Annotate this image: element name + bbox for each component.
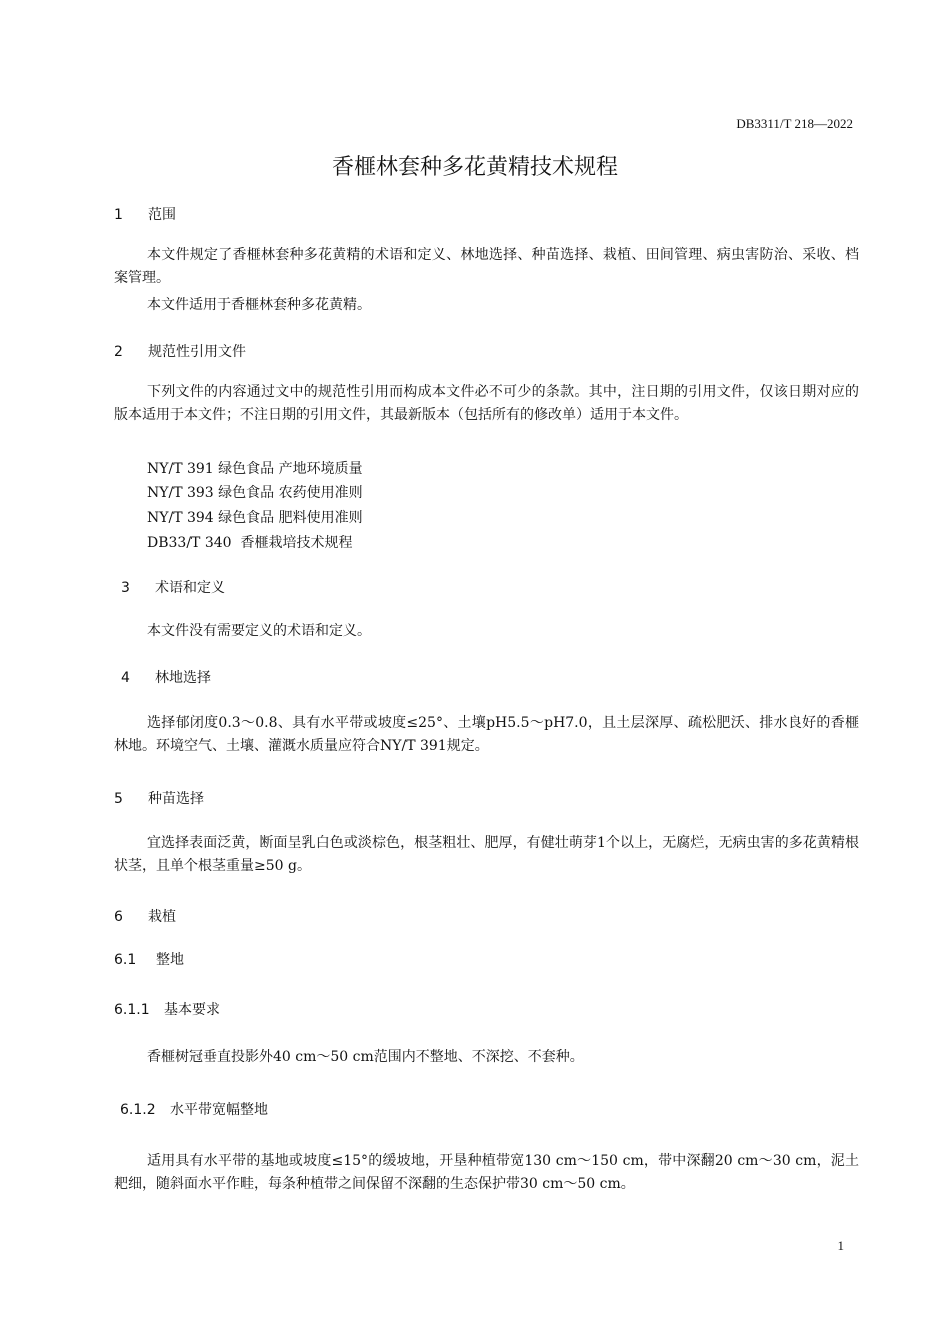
section-3-heading (121, 577, 225, 597)
paragraph: 香榧树冠垂直投影外40 cm～50 cm范围内不整地、不深挖、不套种。 (147, 1049, 584, 1065)
paragraph: 本文件没有需要定义的术语和定义。 (147, 623, 371, 639)
section-title: 栽植 (148, 909, 176, 925)
section-number: 1 (114, 207, 123, 223)
standard-code: DB3311/T 218—2022 (736, 116, 853, 131)
document-title: 香榧林套种多花黄精技术规程 (331, 155, 618, 180)
paragraph: 本文件适用于香榧林套种多花黄精。 (147, 297, 371, 313)
section-title: 基本要求 (164, 1002, 220, 1018)
reference-item: DB33/T 340 香榧栽培技术规程 (147, 535, 353, 551)
section-2-heading (114, 341, 246, 361)
paragraph: 宜选择表面泛黄，断面呈乳白色或淡棕色，根茎粗壮、肥厚，有健壮萌芽1个以上，无腐烂，无病虫害的多花黄精根状茎，且单个根茎重量≥50 g。 (114, 835, 859, 874)
reference-item: NY/T 393 绿色食品 农药使用准则 (147, 485, 363, 501)
section-title: 整地 (156, 952, 184, 968)
section-title: 水平带宽幅整地 (170, 1102, 268, 1118)
paragraph: 下列文件的内容通过文中的规范性引用而构成本文件必不可少的条款。其中，注日期的引用文件，仅该日期对应的版本适用于本文件；不注日期的引用文件，其最新版本（包括所有的修改单）适用于本文件。 (114, 384, 859, 423)
subsection-6-1-1-heading (114, 999, 220, 1019)
section-4-heading (121, 667, 211, 687)
subsection-6-1-2-heading (120, 1099, 268, 1119)
section-title: 范围 (148, 207, 176, 223)
reference-item: NY/T 391 绿色食品 产地环境质量 (147, 461, 363, 477)
paragraph: 适用具有水平带的基地或坡度≤15°的缓坡地，开垦种植带宽130 cm～150 cm，带中深翻20 cm～30 cm，泥土耙细，随斜面水平作畦，每条种植带之间保留不深翻的生态保护带30 cm～50 cm。 (114, 1153, 859, 1192)
section-number: 6.1.1 (114, 1002, 150, 1018)
section-6-heading (114, 906, 176, 926)
subsection-6-1-heading (114, 949, 184, 969)
section-number: 6.1 (114, 952, 137, 968)
reference-item: NY/T 394 绿色食品 肥料使用准则 (147, 510, 363, 526)
section-number: 6.1.2 (120, 1102, 156, 1118)
section-5-heading (114, 788, 204, 808)
section-number: 6 (114, 909, 123, 925)
section-1-heading (114, 204, 176, 224)
section-title: 术语和定义 (155, 580, 225, 596)
section-number: 4 (121, 670, 130, 686)
paragraph: 本文件规定了香榧林套种多花黄精的术语和定义、林地选择、种苗选择、栽植、田间管理、病虫害防治、采收、档案管理。 (114, 247, 859, 286)
section-number: 3 (121, 580, 130, 596)
section-number: 5 (114, 791, 123, 807)
section-title: 规范性引用文件 (148, 344, 246, 360)
paragraph: 选择郁闭度0.3～0.8、具有水平带或坡度≤25°、土壤pH5.5～pH7.0，且土层深厚、疏松肥沃、排水良好的香榧林地。环境空气、土壤、灌溉水质量应符合NY/T 391规定。 (114, 715, 859, 754)
section-number: 2 (114, 344, 123, 360)
section-title: 林地选择 (155, 670, 211, 686)
page-number: 1 (837, 1238, 844, 1253)
section-title: 种苗选择 (148, 791, 204, 807)
